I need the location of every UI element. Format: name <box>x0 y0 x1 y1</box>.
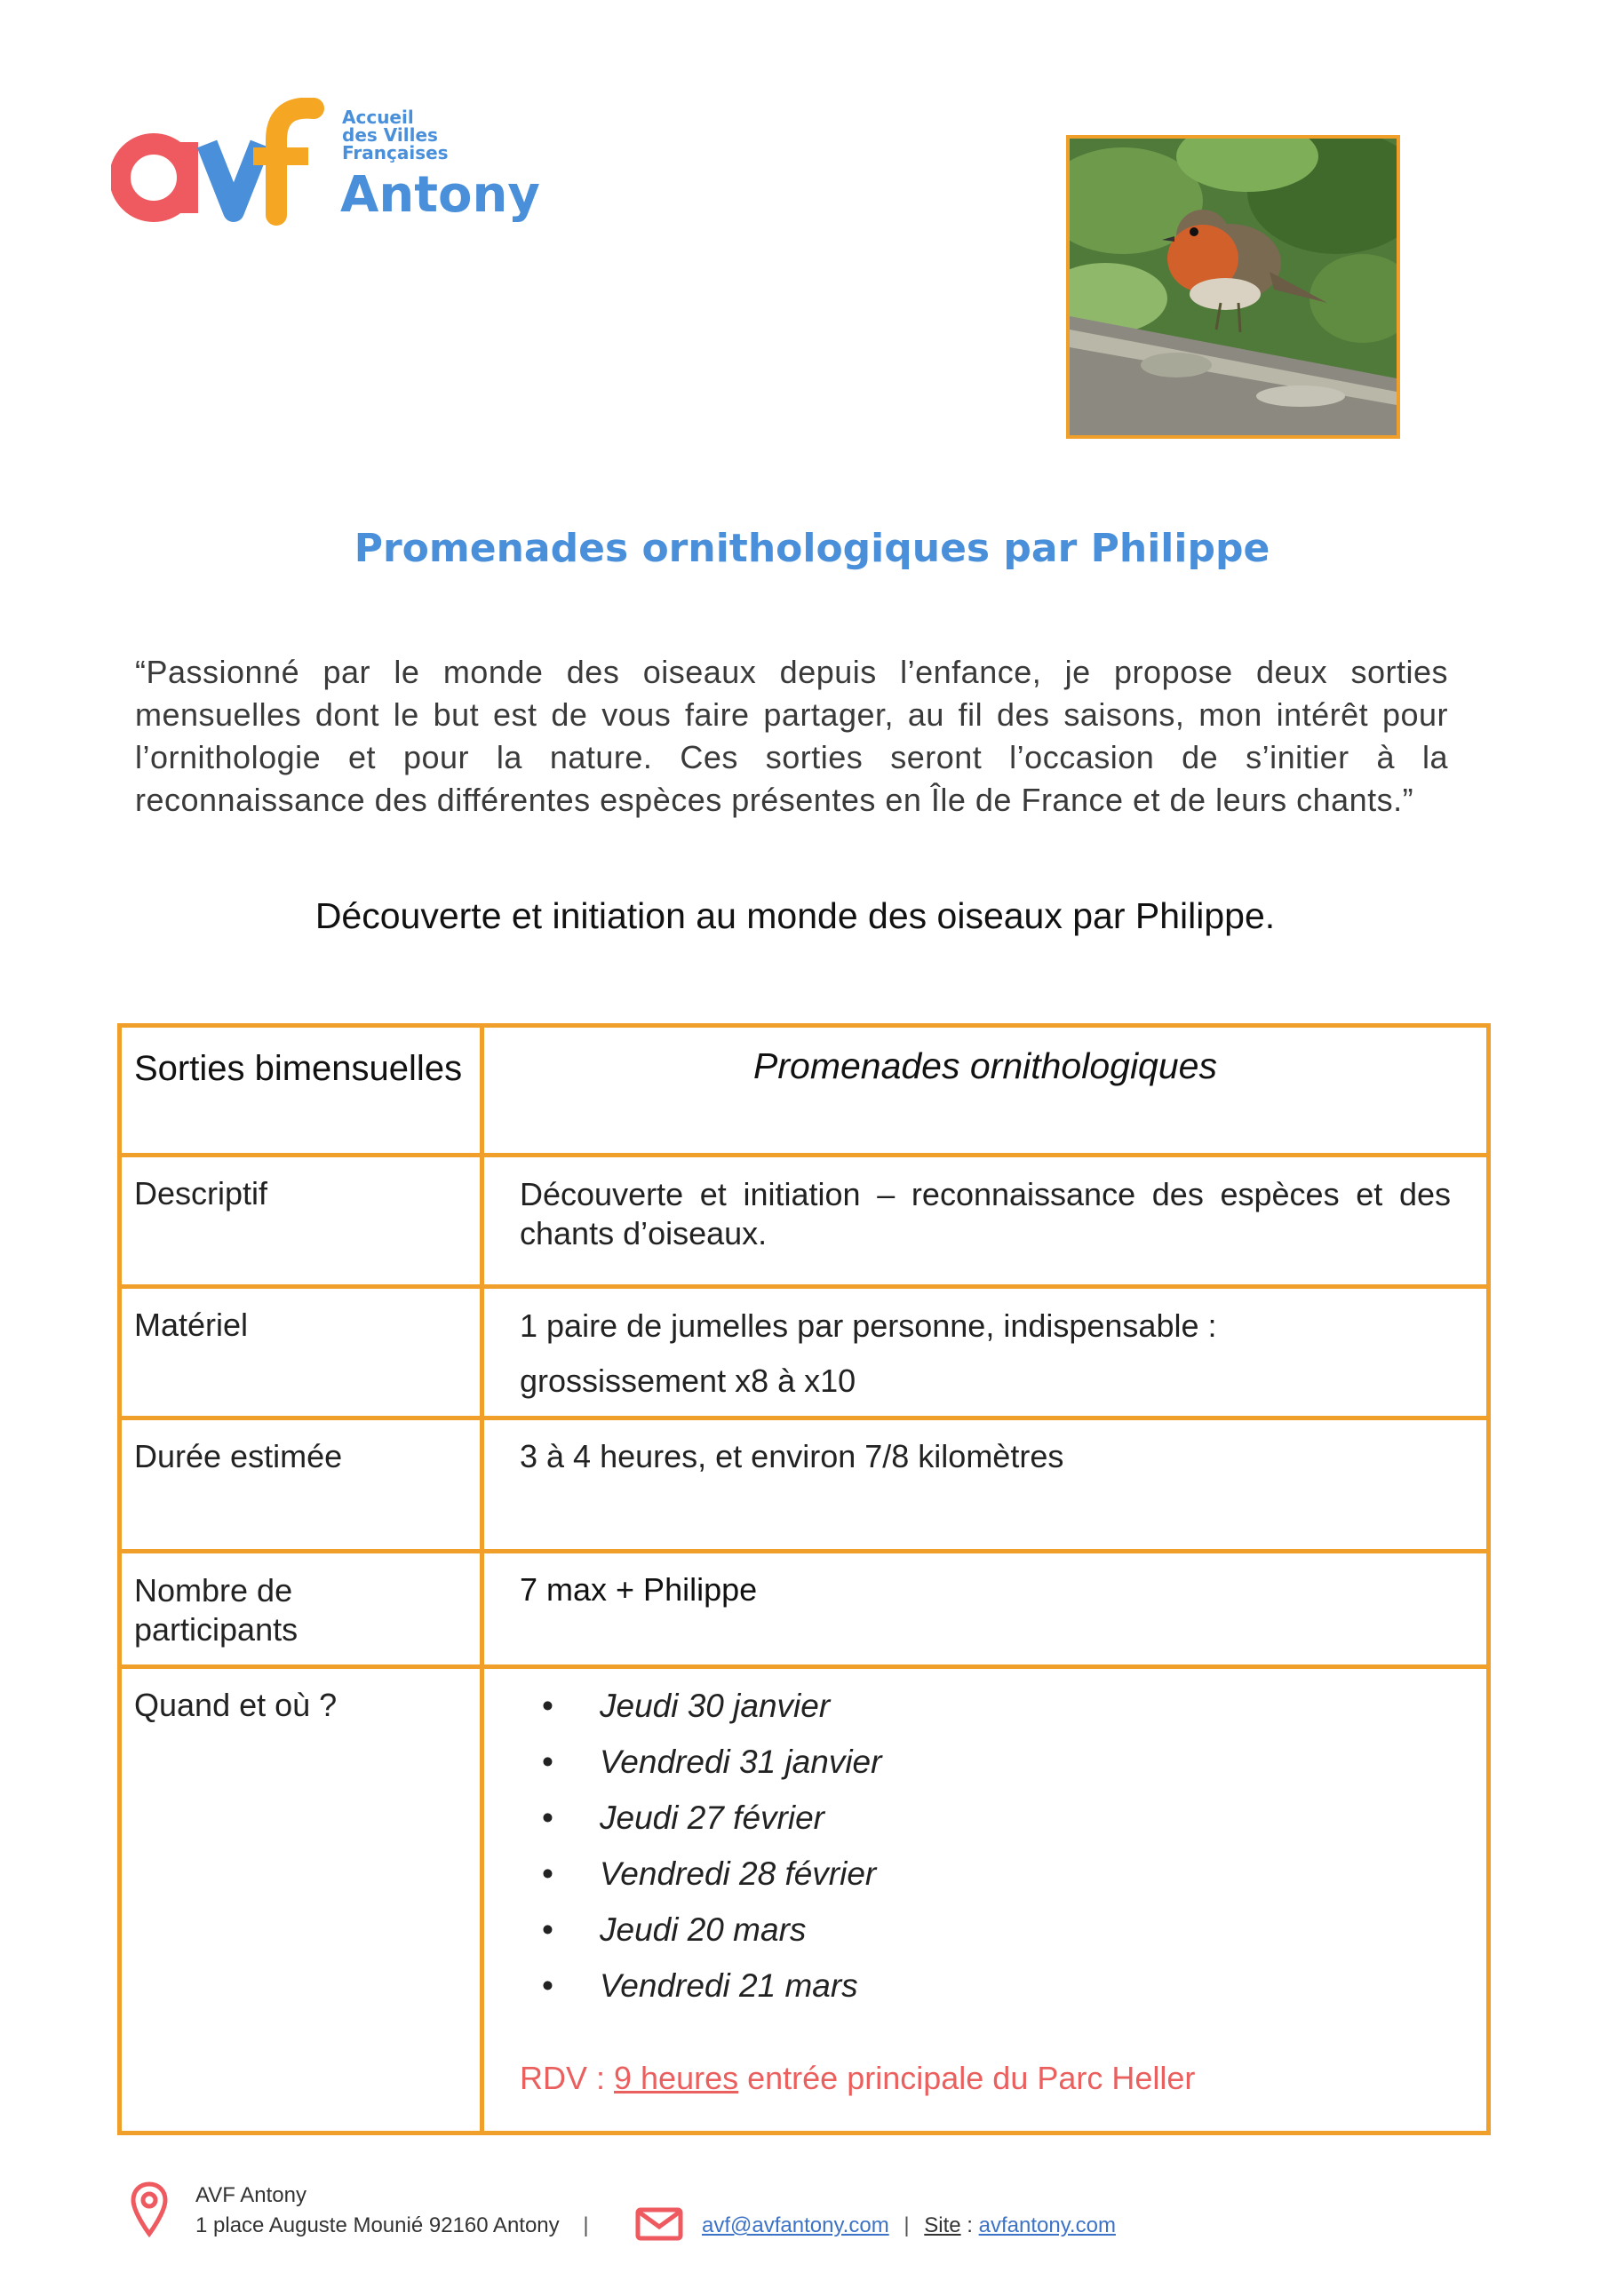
site-colon: : <box>960 2213 979 2237</box>
descriptif-value: Découverte et initiation – reconnaissance des espèces et des chants d’oiseaux. <box>520 1176 1451 1251</box>
logo-tagline: Accueil des Villes Françaises <box>342 107 449 163</box>
intro-quote: “Passionné par le monde des oiseaux depuis l’enfance, je propose deux sorties mensuelles dont le but est de vous faire partager, au fil des saisons, mon intérêt pour l’ornithologie et pour la nature. Ces sorties seront l’occasion de s’initier à la reconnaissance des différentes espèces présentes en Île de France et de leurs chants.” <box>135 654 1448 818</box>
table-row <box>120 1552 1489 1667</box>
footer-address: 1 place Auguste Mounié 92160 Antony <box>195 2213 560 2237</box>
header-left-label: Sorties bimensuelles <box>134 1049 463 1088</box>
page-title: Promenades ornithologiques par Philippe <box>354 526 1270 571</box>
bullet-icon: • <box>542 1799 553 1836</box>
date-text: Vendredi 28 février <box>600 1855 877 1892</box>
date-text: Jeudi 20 mars <box>600 1911 807 1948</box>
rdv-time: 9 heures <box>614 2060 739 2096</box>
site-link[interactable]: avfantony.com <box>978 2213 1116 2237</box>
list-item <box>520 1911 1451 1966</box>
table-row <box>120 1667 1489 2133</box>
dates-list <box>520 1687 1451 2022</box>
descriptif-label: Descriptif <box>120 1156 482 1287</box>
list-item <box>520 1687 1451 1743</box>
logo-city: Antony <box>340 166 540 224</box>
footer-address-block <box>195 2181 589 2241</box>
list-item <box>520 1855 1451 1911</box>
table-row <box>120 1026 1489 1156</box>
robin-photo <box>1066 135 1400 439</box>
nombre-label-cell <box>120 1552 482 1667</box>
duree-label: Durée estimée <box>120 1418 482 1552</box>
email-link[interactable]: avf@avfantony.com <box>702 2213 889 2237</box>
mail-icon <box>635 2207 683 2241</box>
date-text: Jeudi 27 février <box>600 1799 824 1836</box>
footer <box>129 2181 1550 2260</box>
bullet-icon: • <box>542 1855 553 1892</box>
avf-letters-logo <box>111 98 333 231</box>
descriptif-value-cell <box>482 1156 1489 1287</box>
rdv-line <box>520 2060 1451 2097</box>
list-item <box>520 1743 1451 1799</box>
list-item <box>520 1799 1451 1855</box>
robin-image <box>1070 139 1397 435</box>
nombre-label: Nombre de participants <box>134 1572 299 1648</box>
subtitle: Découverte et initiation au monde des oiseaux par Philippe. <box>314 895 1276 936</box>
table-row <box>120 1418 1489 1552</box>
duree-value: 3 à 4 heures, et environ 7/8 kilomètres <box>482 1418 1489 1552</box>
quand-label: Quand et où ? <box>120 1667 482 2133</box>
materiel-line-2: grossissement x8 à x10 <box>520 1363 856 1399</box>
footer-org: AVF Antony <box>195 2183 306 2207</box>
site-label: Site <box>924 2213 961 2237</box>
materiel-value-cell <box>482 1287 1489 1418</box>
quand-value-cell <box>482 1667 1489 2133</box>
materiel-line-1: 1 paire de jumelles par personne, indispensable : <box>520 1307 1217 1344</box>
footer-separator: | <box>904 2213 910 2237</box>
date-text: Vendredi 31 janvier <box>600 1744 882 1780</box>
date-text: Vendredi 21 mars <box>600 1967 858 2004</box>
header-left-cell <box>120 1026 482 1156</box>
location-pin-icon <box>129 2181 170 2239</box>
materiel-label: Matériel <box>120 1287 482 1418</box>
table-row <box>120 1156 1489 1287</box>
bullet-icon: • <box>542 1744 553 1780</box>
rdv-prefix: RDV : <box>520 2060 615 2096</box>
footer-links <box>702 2211 1116 2241</box>
list-item <box>520 1966 1451 2022</box>
avf-logo <box>111 98 540 231</box>
bullet-icon: • <box>542 1967 553 2004</box>
header-right-label: Promenades ornithologiques <box>753 1045 1217 1086</box>
bullet-icon: • <box>542 1911 553 1948</box>
info-table <box>117 1023 1491 2135</box>
table-row <box>120 1287 1489 1418</box>
footer-separator: | <box>583 2213 589 2237</box>
nombre-value: 7 max + Philippe <box>482 1552 1489 1667</box>
rdv-place: entrée principale du Parc Heller <box>738 2060 1196 2096</box>
header-right-cell <box>482 1026 1489 1156</box>
date-text: Jeudi 30 janvier <box>600 1688 831 1724</box>
bullet-icon: • <box>542 1688 553 1724</box>
